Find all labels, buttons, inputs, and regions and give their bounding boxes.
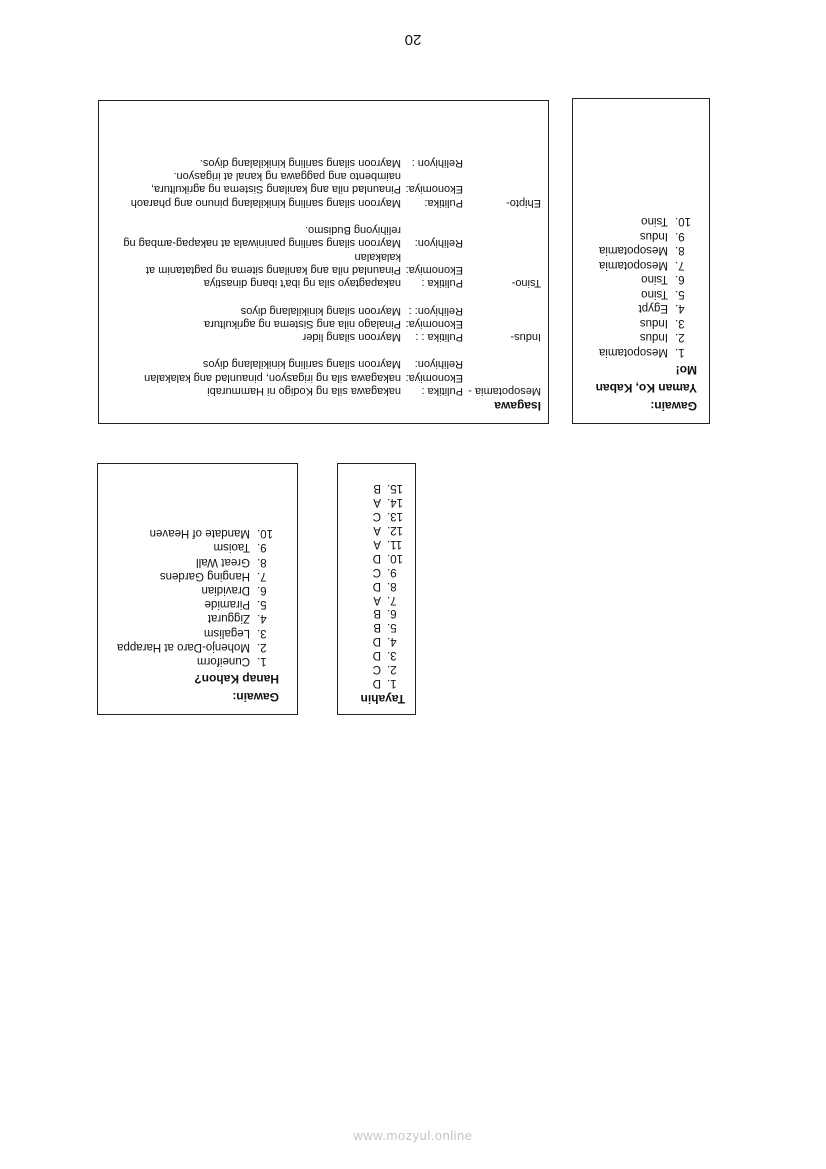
list-item [338, 592, 405, 606]
list-item [98, 583, 279, 597]
item-number: 2. [675, 331, 685, 344]
aspect-label: Relihiyon: : [408, 304, 463, 317]
list-item [98, 625, 279, 639]
civilization-name: Tsino- [511, 277, 541, 290]
civilization-name: Mesopotamia - [468, 385, 541, 397]
item-number: 12. [387, 524, 403, 537]
list-item [573, 330, 697, 345]
list-item [98, 597, 279, 611]
item-text: Mesopotamia [598, 259, 668, 271]
item-number: 5. [257, 598, 267, 611]
aspect-label: Ekonomiya: [405, 371, 463, 384]
item-text: Indus [639, 331, 668, 344]
civilization-name-spacer [463, 303, 541, 316]
item-number: 8. [257, 555, 267, 568]
item-number: 7. [387, 593, 397, 606]
item-text: Tsino [641, 215, 668, 228]
item-number: 13. [387, 510, 403, 523]
civilization-name: Indus- [510, 331, 541, 344]
item-answer: B [373, 482, 381, 495]
tayahin-title: Tayahin [360, 692, 405, 706]
item-number: 10. [675, 215, 691, 228]
aspect-text: nakapagtayo sila ng iba't ibang dinastiya [203, 277, 401, 290]
list-item [98, 654, 279, 668]
aspect-label: Relihiyon : [411, 156, 463, 169]
item-number: 11. [387, 537, 403, 550]
item-number: 15. [387, 482, 403, 495]
aspect-text: Pinaunlad nila ang kanilang sitema ng pagtatanim at kalakalan [145, 250, 401, 276]
civilization-name-spacer [463, 370, 541, 383]
item-text: Mesopotamia [598, 244, 668, 257]
item-answer: D [372, 649, 381, 662]
item-answer: C [372, 510, 381, 523]
item-text: Great Wall [196, 555, 250, 568]
item-text: Indus [639, 230, 668, 242]
aspect-label: Pulitika : [421, 277, 463, 290]
item-number: 8. [675, 244, 685, 257]
item-answer: D [372, 635, 381, 648]
civilization-name-spacer [463, 357, 541, 370]
civilization-block [107, 357, 541, 397]
aspect-text: Mayroon silang kinikilalang diyos [240, 304, 401, 317]
item-number: 3. [257, 626, 267, 639]
list-item [338, 661, 405, 675]
item-number: 4. [257, 612, 267, 625]
yaman-list [573, 214, 697, 359]
hanap-kahon-box [97, 463, 298, 715]
list-item [338, 619, 405, 633]
item-number: 6. [675, 273, 685, 286]
item-text: Legalism [203, 626, 250, 639]
item-number: 4. [387, 635, 397, 648]
list-item [573, 287, 697, 302]
item-answer: A [373, 537, 381, 550]
hanap-list [98, 526, 279, 668]
isagawa-title: Isagawa [494, 399, 541, 413]
list-item [338, 606, 405, 620]
aspect-text: Mayroon silang sariling kinikilalang diyos. [199, 156, 401, 169]
yaman-ko-box [572, 98, 710, 424]
civilization-name-spacer [463, 317, 541, 330]
item-answer: B [373, 621, 381, 634]
item-text: Ziggurat [207, 612, 250, 625]
aspect-label: Relihiyon: [414, 358, 463, 371]
list-item [98, 640, 279, 654]
aspect-text: Mayroon silang lider [302, 331, 401, 344]
item-number: 9. [675, 230, 685, 242]
civilization-name-spacer [463, 156, 541, 169]
item-answer: A [373, 496, 381, 509]
item-text: Dravidian [201, 583, 250, 596]
item-number: 8. [387, 579, 397, 592]
item-number: 3. [675, 317, 685, 329]
list-item [338, 647, 405, 661]
list-item [573, 243, 697, 258]
civilization-block [107, 303, 541, 343]
civilization-block [107, 223, 541, 289]
item-number: 14. [387, 496, 403, 509]
item-answer: D [372, 551, 381, 564]
aspect-text: Mayroon silang sariling paniniwala at nakapag-ambag ng relihiyong Budismo. [123, 224, 401, 250]
isagawa-body [107, 156, 541, 397]
page-number: 20 [404, 31, 422, 48]
item-answer: C [372, 565, 381, 578]
aspect-text: Mayroon silang sariling kinikilalang diyos [202, 358, 401, 371]
aspect-text: Pinalago nila ang Sistema ng agrikultura [204, 317, 401, 330]
aspect-label: Ekonomiya: [405, 183, 463, 196]
list-item [338, 564, 405, 578]
aspect-label: Ekonomiya: [405, 263, 463, 276]
aspect-label: Relihiyon: [414, 237, 463, 250]
item-text: Mandate of Heaven [149, 527, 250, 540]
list-item [573, 258, 697, 273]
item-number: 2. [257, 640, 267, 653]
list-item [338, 633, 405, 647]
list-item [98, 611, 279, 625]
item-number: 2. [387, 663, 397, 676]
item-number: 9. [387, 565, 397, 578]
list-item [338, 550, 405, 564]
list-item [338, 480, 405, 494]
item-text: Piramide [204, 598, 250, 611]
list-item [338, 522, 405, 536]
item-text: Tsino [641, 288, 668, 300]
list-item [573, 316, 697, 331]
item-number: 7. [675, 259, 685, 271]
item-answer: B [373, 607, 381, 620]
civilization-name-spacer [463, 249, 541, 276]
yaman-title-1: Gawain: [650, 399, 697, 413]
list-item [98, 569, 279, 583]
list-item [338, 536, 405, 550]
item-text: Mohenjo-Daro at Harappa [117, 640, 250, 653]
aspect-label: Pulitika: [424, 196, 463, 209]
list-item [573, 301, 697, 316]
item-number: 5. [675, 288, 685, 300]
item-text: Mesopotamia [598, 346, 668, 358]
item-number: 1. [675, 346, 685, 358]
aspect-label: Pulitika : : [415, 331, 463, 344]
item-answer: A [373, 593, 381, 606]
item-number: 3. [387, 649, 397, 662]
item-answer: A [373, 524, 381, 537]
civilization-name-spacer [463, 169, 541, 196]
civilization-name-spacer [463, 223, 541, 250]
list-item [573, 214, 697, 229]
civilization-block [107, 156, 541, 209]
list-item [573, 345, 697, 360]
item-text: Taoism [213, 541, 250, 554]
item-number: 5. [387, 621, 397, 634]
item-text: Indus [639, 317, 668, 329]
item-number: 7. [257, 569, 267, 582]
item-text: Hanging Gardens [159, 569, 250, 582]
item-text: Cuneiform [196, 655, 250, 667]
item-text: Tsino [641, 273, 668, 286]
item-number: 1. [257, 655, 267, 667]
isagawa-box [98, 100, 549, 424]
yaman-title-3: Mo! [675, 363, 697, 377]
yaman-title-2: Yaman Ko, Kaban [595, 381, 697, 395]
aspect-text: Pinaunlad nila ang kanilang Sistema ng agrikultura, naimbento ang paggawa ng kanal at irigasyon. [150, 170, 401, 196]
hanap-title-2: Hanap Kahon? [194, 672, 279, 686]
item-number: 6. [387, 607, 397, 620]
tayahin-list [338, 480, 405, 689]
list-item [573, 272, 697, 287]
list-item [573, 229, 697, 244]
watermark: www.mozyul.online [353, 1128, 473, 1143]
list-item [98, 540, 279, 554]
item-number: 4. [675, 302, 685, 315]
list-item [338, 578, 405, 592]
list-item [98, 554, 279, 568]
civilization-name: Ehipto- [506, 196, 541, 209]
list-item [98, 526, 279, 540]
list-item [338, 508, 405, 522]
item-number: 10. [257, 527, 273, 540]
item-number: 1. [387, 677, 397, 689]
item-answer: D [372, 579, 381, 592]
list-item [338, 494, 405, 508]
aspect-label: Ekonomiya: [405, 317, 463, 330]
aspect-text: Mayroon silang sariling kinikilalang pinuno ang pharaoh [130, 196, 401, 209]
item-number: 9. [257, 541, 267, 554]
item-number: 10. [387, 551, 403, 564]
list-item [338, 675, 405, 689]
tayahin-answer-box [337, 463, 416, 715]
hanap-title-1: Gawain: [232, 690, 279, 704]
item-answer: C [372, 663, 381, 676]
item-text: Egypt [638, 302, 668, 315]
aspect-text: nakagawa sila ng Kodigo ni Hammurabi [207, 385, 401, 397]
aspect-label: Pulitika : [421, 385, 463, 397]
item-number: 6. [257, 583, 267, 596]
aspect-text: nakagawa sila ng irigasyon, pinaunlad ang kalakalan [144, 371, 401, 384]
item-answer: D [372, 677, 381, 689]
